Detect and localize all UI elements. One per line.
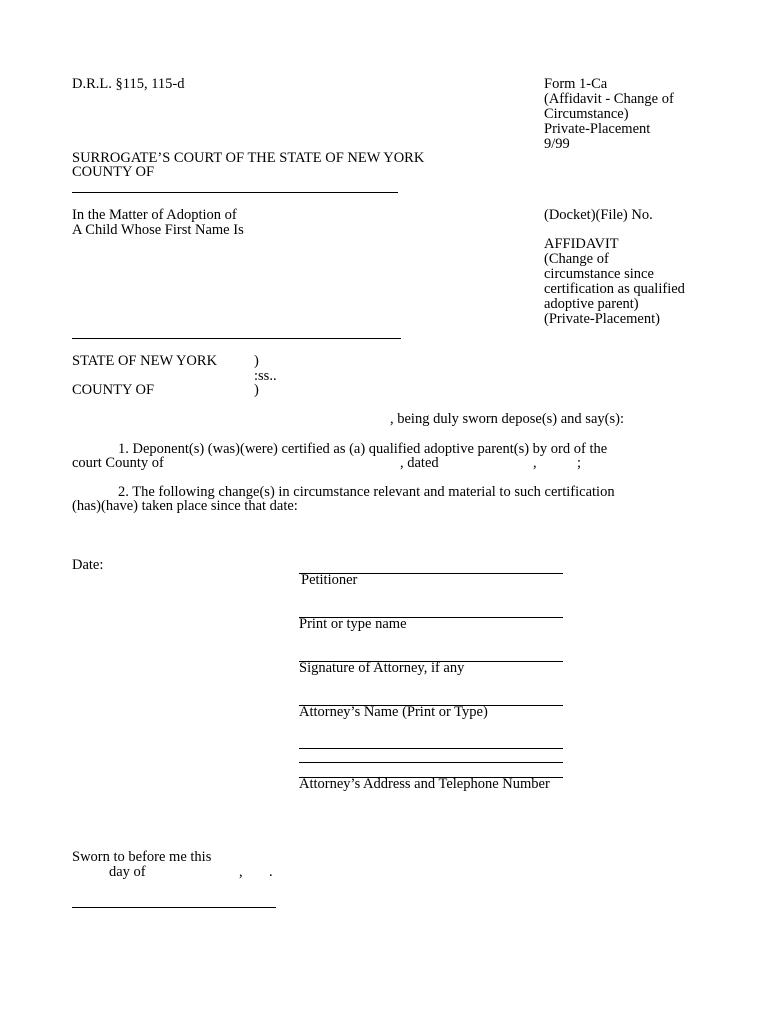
document-title-line: AFFIDAVIT <box>544 236 619 252</box>
form-info-line: Private-Placement <box>544 121 651 137</box>
venue-paren-top: ) <box>254 353 259 369</box>
county-label: COUNTY OF <box>72 164 155 180</box>
print-name-label: Print or type name <box>299 616 407 632</box>
venue-ss: :ss.. <box>254 368 277 384</box>
document-title-line: certification as qualified <box>544 281 685 297</box>
document-title-line: (Change of <box>544 251 609 267</box>
petitioner-label: Petitioner <box>301 572 358 588</box>
paragraph-1-dated: , dated <box>400 455 439 471</box>
attorney-signature-label: Signature of Attorney, if any <box>299 660 465 676</box>
paragraph-1-line-1: 1. Deponent(s) (was)(were) certified as (a) qualified adoptive parent(s) by ord of the <box>118 441 608 457</box>
attorney-address-label: Attorney’s Address and Telephone Number <box>299 776 550 792</box>
county-blank-line <box>72 192 398 193</box>
jurat-line-1: Sworn to before me this <box>72 849 212 865</box>
venue-state: STATE OF NEW YORK <box>72 353 218 369</box>
sworn-clause: , being duly sworn depose(s) and say(s): <box>390 411 624 427</box>
paragraph-1-semicolon: ; <box>577 455 582 471</box>
jurat-period: . <box>269 864 273 880</box>
paragraph-2-line-2: (has)(have) taken place since that date: <box>72 498 298 514</box>
venue-county: COUNTY OF <box>72 382 155 398</box>
docket-number-label: (Docket)(File) No. <box>544 207 653 223</box>
matter-line-2: A Child Whose First Name Is <box>72 222 244 238</box>
attorney-address-line-1 <box>299 748 563 749</box>
paragraph-1-court-county: court County of <box>72 455 164 471</box>
jurat-day-of: day of <box>109 864 146 880</box>
statute-reference: D.R.L. §115, 115-d <box>72 76 185 92</box>
document-title <box>544 237 685 327</box>
form-info-line: Circumstance) <box>544 106 629 122</box>
date-label: Date: <box>72 557 104 573</box>
paragraph-2-line-1: 2. The following change(s) in circumstance relevant and material to such certification <box>118 484 615 500</box>
document-title-line: (Private-Placement) <box>544 311 660 327</box>
document-title-line: circumstance since <box>544 266 654 282</box>
caption-bottom-line <box>72 338 401 339</box>
court-name: SURROGATE’S COURT OF THE STATE OF NEW YORK <box>72 150 425 166</box>
form-info-line: 9/99 <box>544 136 570 152</box>
jurat-comma: , <box>239 864 243 880</box>
matter-line-1: In the Matter of Adoption of <box>72 207 237 223</box>
attorney-name-label: Attorney’s Name (Print or Type) <box>299 704 488 720</box>
attorney-address-line-2 <box>299 762 563 763</box>
paragraph-1-comma: , <box>533 455 537 471</box>
document-title-line: adoptive parent) <box>544 296 639 312</box>
form-info-line: Form 1-Ca <box>544 76 608 92</box>
form-info <box>544 77 674 152</box>
form-info-line: (Affidavit - Change of <box>544 91 674 107</box>
venue-paren-bottom: ) <box>254 382 259 398</box>
notary-signature-line <box>72 907 276 908</box>
